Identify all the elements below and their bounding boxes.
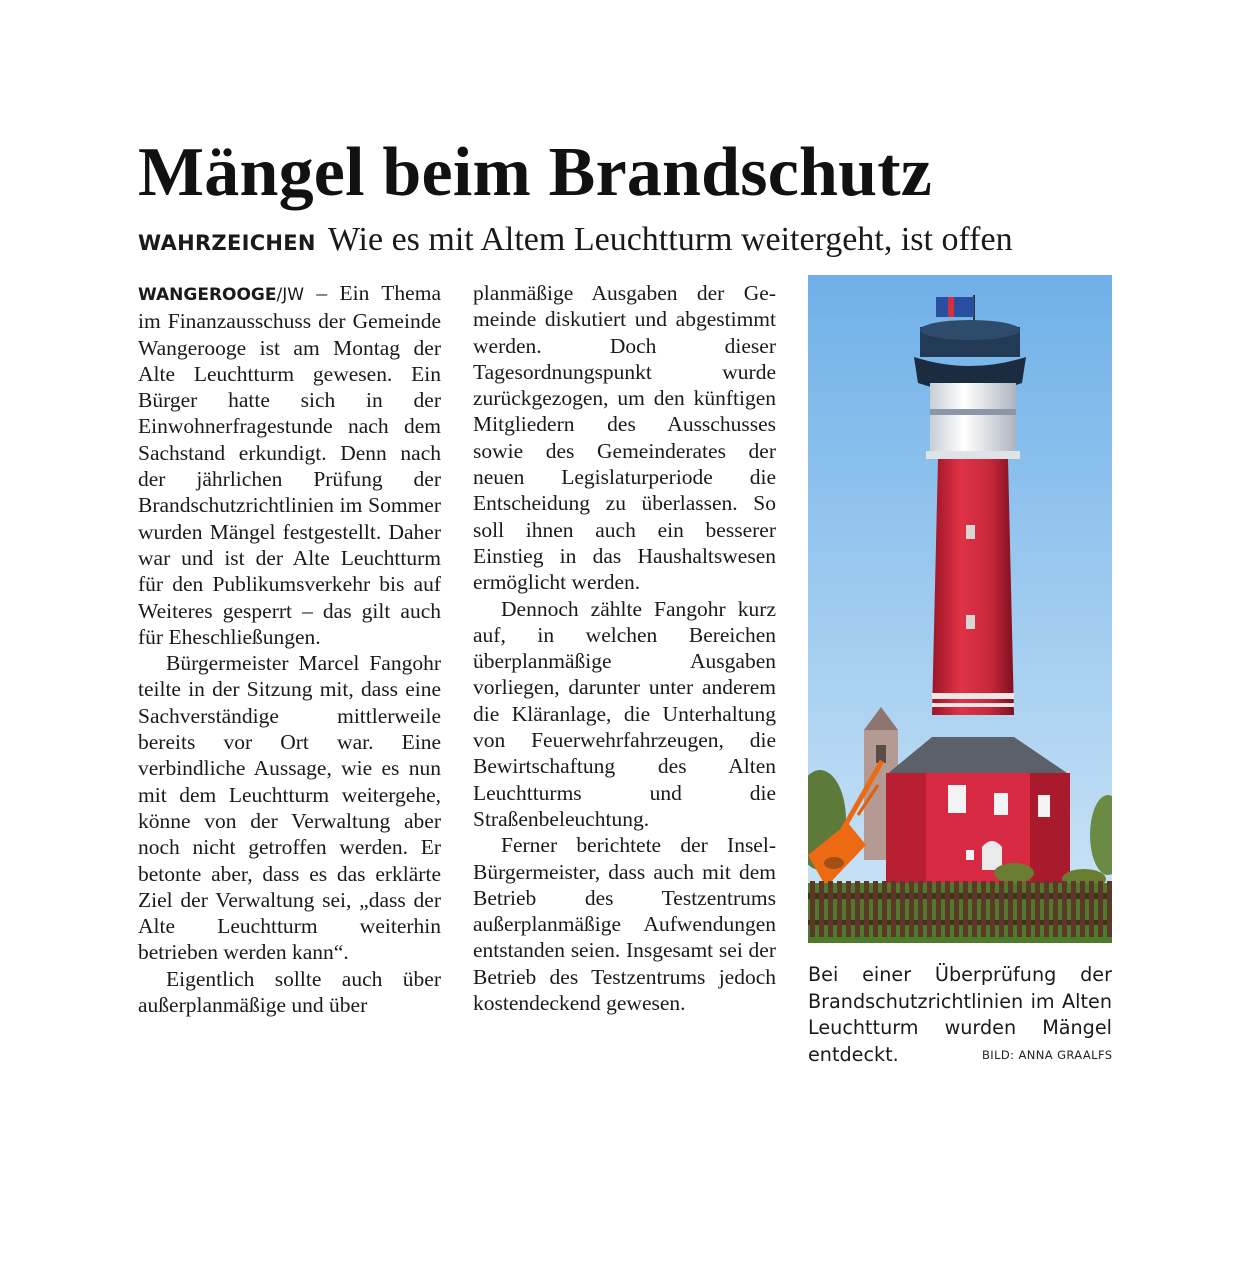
- dateline-place: WANGEROOGE: [138, 285, 277, 305]
- fence-slat: [873, 881, 878, 937]
- fence-slat: [864, 881, 869, 937]
- fence-slat: [810, 881, 815, 937]
- fence-slat: [936, 881, 941, 937]
- paragraph: Ferner berichtete der Insel-Bürgermeister, dass auch mit dem Betrieb des Testzentrums außerplanmäßige Aufwendungen entstanden seien. Insgesamt sei der Betrieb des Testzentrums jedoch kostendeckend gewesen.: [473, 833, 776, 1016]
- paragraph-continued: planmäßige Ausgaben der Gemeinde diskutiert und abgestimmt werden. Doch dieser Tagesordnungspunkt wurde zurückgezogen, um den künftigen Mitgliedern des Ausschusses sowie des Gemeinderates der neuen Legislaturperiode die Entscheidung zu überlassen. So soll ihnen auch ein besserer Einstieg in das Haushaltswesen ermöglicht werden.: [473, 281, 776, 595]
- fence-slat: [891, 881, 896, 937]
- dateline-source: /JW: [276, 285, 305, 305]
- fence-slat: [981, 881, 986, 937]
- paragraph: [138, 280, 441, 650]
- fence-slat: [1089, 881, 1094, 937]
- fence-slat: [999, 881, 1004, 937]
- fence-slat: [1017, 881, 1022, 937]
- fence-slat: [972, 881, 977, 937]
- fence-slat: [963, 881, 968, 937]
- paragraph: Eigentlich sollte auch über außerplanmäßige und über: [138, 966, 441, 1018]
- paragraph-text: – Ein Thema im Finanzausschuss der Gemeinde Wangerooge ist am Montag der Alte Leuchtturm gewesen. Ein Bürger hatte sich in der Einwohnerfragestunde nach dem Sachstand erkundigt. Denn nach der jährlichen Prüfung der Brandschutzrichtlinien im Sommer wurden Mängel festgestellt. Daher war und ist der Alte Leuchtturm für den Publikumsverkehr bis auf Weiteres gesperrt – das gilt auch für Eheschließungen.: [138, 281, 441, 649]
- fence-slat: [855, 881, 860, 937]
- fence-slat: [954, 881, 959, 937]
- kicker: WAHRZEICHEN: [138, 231, 316, 255]
- subheadline-row: [138, 220, 1118, 260]
- fence-slat: [918, 881, 923, 937]
- fence-slat: [927, 881, 932, 937]
- fence-slat: [1071, 881, 1076, 937]
- fence-slat: [900, 881, 905, 937]
- paragraph: Bürgermeister Marcel Fangohr teilte in der Sitzung mit, dass eine Sachverständige mittlerweile bereits vor Ort war. Eine verbindliche Aussage, wie es nun mit dem Leuchtturm weitergehe, könne von der Verwaltung aber noch nicht getroffen werden. Er betonte aber, dass es das erklärte Ziel der Verwaltung sei, „dass der Alte Leuchtturm weiterhin betrieben werden kann“.: [138, 651, 441, 965]
- fence-slat: [846, 881, 851, 937]
- fence-slat: [1062, 881, 1067, 937]
- photo-caption: Bei einer Überprüfung der Brandschutzrichtlinien im Alten Leuchtturm wurden Mängel entdeckt.: [808, 963, 1112, 1066]
- paragraph: Dennoch zählte Fangohr kurz auf, in welchen Bereichen überplanmäßige Ausgaben vorliegen, darunter unter anderem die Kläranlage, die Unterhaltung von Feuerwehrfahrzeugen, die Bewirtschaftung des Alten Leuchtturms und die Straßenbeleuchtung.: [473, 596, 776, 831]
- photo-credit: BILD: ANNA GRAALFS: [982, 1048, 1113, 1062]
- lighthouse-photo: [808, 275, 1112, 943]
- fence-slat: [819, 881, 824, 937]
- headline: Mängel beim Brandschutz: [138, 134, 933, 211]
- fence-slat: [1080, 881, 1085, 937]
- fence-slat: [1107, 881, 1112, 937]
- fence-slat: [1008, 881, 1013, 937]
- article-column-2: [473, 280, 776, 1016]
- dateline: [138, 285, 304, 305]
- article-column-1: [138, 280, 441, 1018]
- fence-slat: [828, 881, 833, 937]
- fence-slat: [909, 881, 914, 937]
- fence-slat: [1044, 881, 1049, 937]
- fence-slat: [1026, 881, 1031, 937]
- fence-slat: [1098, 881, 1103, 937]
- subheadline: Wie es mit Altem Leuchtturm weitergeht, ist offen: [327, 221, 1013, 258]
- fence-slat: [990, 881, 995, 937]
- fence-slat: [1053, 881, 1058, 937]
- fence-slat: [837, 881, 842, 937]
- fence-slat: [945, 881, 950, 937]
- fence-slat: [1035, 881, 1040, 937]
- fence-slat: [882, 881, 887, 937]
